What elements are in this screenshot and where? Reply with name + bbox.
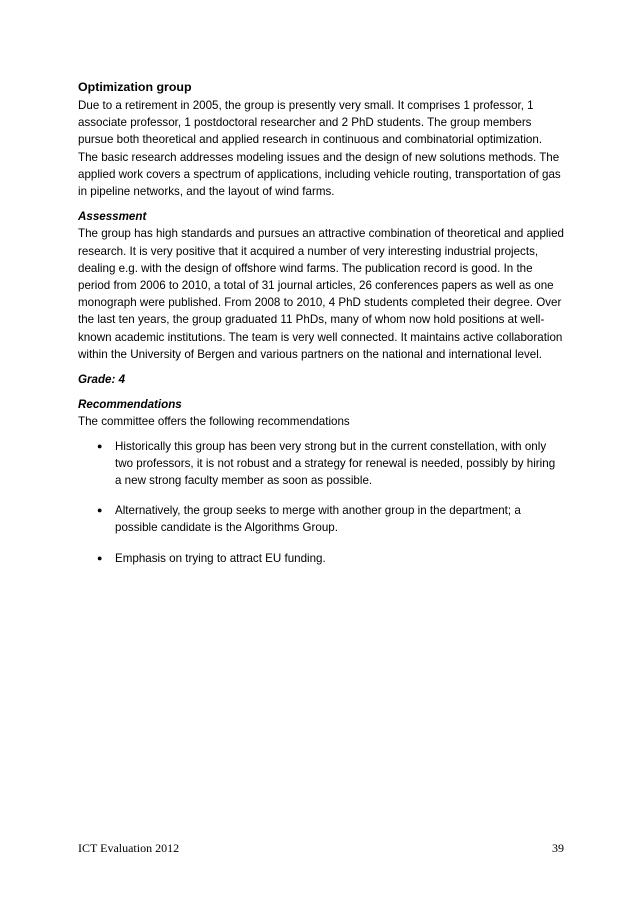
- recommendations-heading: Recommendations: [78, 398, 182, 412]
- section-title: Optimization group: [78, 80, 192, 94]
- recommendations-intro: The committee offers the following recommendations: [78, 415, 350, 429]
- bullet-icon: ●: [97, 552, 103, 563]
- footer-title: ICT Evaluation 2012: [78, 841, 180, 855]
- page-number: 39: [552, 841, 564, 855]
- recommendations-list: [78, 438, 564, 567]
- assessment-heading: Assessment: [78, 210, 147, 224]
- section-intro-paragraph: Due to a retirement in 2005, the group is presently very small. It comprises 1 professor, 1 associate professor, 1 postdoctoral researcher and 2 PhD students. The group members pursue both theoretical and applied research in continuous and combinatorial optimization. The basic research addresses modeling issues and the design of new solutions methods. The applied work covers a spectrum of applications, including vehicle routing, transportation of gas in pipeline networks, and the layout of wind farms.: [78, 99, 561, 199]
- grade-label: Grade: 4: [78, 373, 126, 387]
- page-footer: [78, 840, 564, 856]
- list-item-text: Alternatively, the group seeks to merge with another group in the department; a possible candidate is the Algorithms Group.: [115, 504, 521, 535]
- list-item-text: Emphasis on trying to attract EU funding.: [115, 551, 326, 565]
- bullet-icon: ●: [97, 505, 103, 516]
- assessment-paragraph: The group has high standards and pursues an attractive combination of theoretical and applied research. It is very positive that it acquired a number of very interesting industrial projects, dealing e.g. with the design of offshore wind farms. The publication record is good. In the period from 2006 to 2010, a total of 31 journal articles, 26 conferences papers as well as one monograph were published. From 2008 to 2010, 4 PhD students completed their degree. Over the last ten years, the group graduated 11 PhDs, many of whom now hold positions at well-known academic institutions. The team is very well connected. It maintains active collaboration within the University of Bergen and various partners on the national and international level.: [78, 227, 564, 361]
- bullet-icon: ●: [97, 440, 103, 451]
- list-item: [78, 502, 564, 536]
- list-item: [78, 550, 564, 567]
- page-content: [78, 78, 564, 580]
- list-item: [78, 438, 564, 490]
- spacer: [78, 200, 564, 208]
- list-item-text: Historically this group has been very strong but in the current constellation, with only two professors, it is not robust and a strategy for renewal is needed, possibly by hiring a new strong faculty member as soon as possible.: [115, 439, 556, 488]
